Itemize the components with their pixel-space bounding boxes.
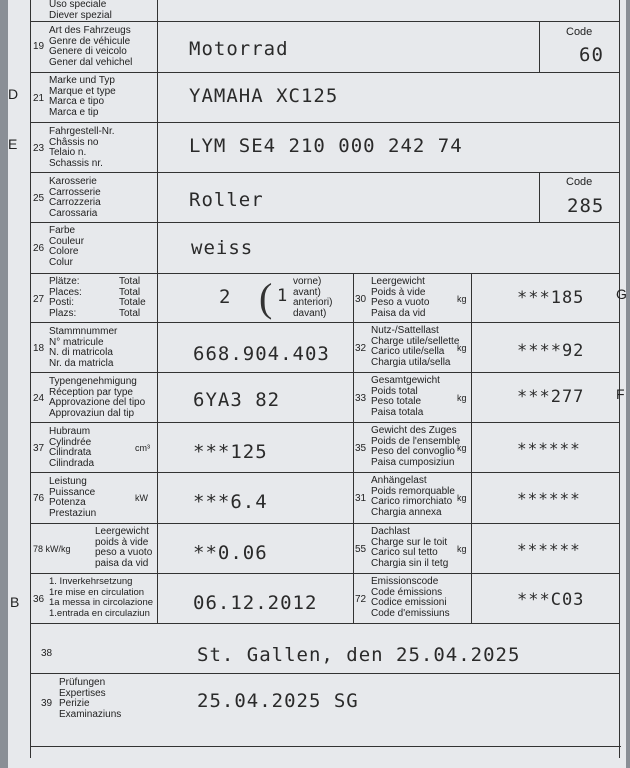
label-make-model (49, 76, 116, 118)
label-emissions-code (371, 577, 450, 619)
field-number: 33 (355, 393, 367, 404)
marker-g: G (616, 286, 627, 302)
label-line: Paisa cumposiziun (371, 456, 455, 468)
label-line: Châssis no (49, 136, 99, 148)
label-line: Gesamtgewicht (371, 375, 440, 386)
power-value: ***6.4 (193, 491, 268, 513)
payload-value: ****92 (517, 341, 585, 361)
label-line: Peso a vuoto (371, 297, 430, 308)
label-line: Telaio n. (49, 147, 87, 158)
label-line: Dachlast (371, 526, 410, 537)
label-line: Marke und Typ (49, 75, 115, 86)
field-number: 26 (33, 243, 45, 254)
label-line: N. di matricola (49, 347, 113, 358)
label-line: Poids total (371, 385, 418, 397)
seats-front-value: 1 (277, 286, 289, 306)
label-empty-weight (371, 277, 429, 319)
row-body (30, 173, 620, 223)
label-line: davant) (293, 307, 327, 319)
label-line: Couleur (49, 235, 85, 247)
bracket-left: ( (259, 275, 273, 320)
color-value: weiss (191, 237, 254, 259)
empty-weight-value: ***185 (517, 288, 585, 308)
label-line: Total (119, 276, 141, 287)
field-number: 21 (33, 93, 45, 104)
label-line: Diever spezial (49, 9, 112, 21)
label-seats-front (293, 277, 332, 319)
vehicle-data-form (30, 0, 622, 758)
type-approval-value: 6YA3 82 (193, 389, 281, 411)
label-line: Charge utile/sellette (371, 335, 460, 347)
label-line: Leistung (49, 476, 87, 487)
unit-kw: kW (135, 493, 148, 503)
trailer-load-value: ****** (517, 489, 581, 508)
label-line: Colore (49, 246, 79, 257)
label-line: Approvazione del tipo (49, 397, 146, 408)
label-line: Places: (49, 286, 82, 298)
label-line: Total (119, 286, 141, 298)
row-color (30, 223, 620, 274)
displacement-value: ***125 (193, 441, 268, 463)
field-number: 25 (33, 193, 45, 204)
row-seats-empty-weight (30, 274, 620, 323)
field-number: 18 (33, 343, 45, 354)
emissions-code-value: ***C03 (517, 590, 585, 610)
label-line: Plätze: (49, 276, 80, 287)
total-weight-value: ***277 (517, 387, 585, 407)
label-line: Cilindrada (49, 457, 95, 469)
label-line: paisa da vid (95, 557, 149, 569)
field-number: 36 (33, 594, 45, 605)
field-number: 55 (355, 544, 367, 555)
roof-load-value: ****** (517, 540, 581, 559)
label-line: 1a messa in circolazione (49, 597, 154, 608)
label-line: Chargia annexa (371, 506, 442, 518)
unit-kg: kg (457, 294, 467, 304)
label-line: Chargia sin il tetg (371, 557, 449, 569)
label-line: vorne) (293, 276, 322, 287)
train-weight-value: ****** (517, 439, 581, 458)
label-line: anteriori) (293, 297, 333, 308)
label-line: Totale (119, 297, 146, 308)
label-line: Marque et type (49, 85, 116, 97)
label-vehicle-type (49, 26, 132, 68)
label-line: Prestaziun (49, 507, 97, 519)
label-line: Nr. da matricla (49, 357, 114, 369)
unit-kg: kg (457, 493, 467, 503)
power-ratio-value: **0.06 (193, 542, 268, 564)
place-date-value: St. Gallen, den 25.04.2025 (197, 644, 521, 666)
vehicle-type-value: Motorrad (189, 38, 289, 60)
label-train-weight (371, 426, 460, 468)
label-line: Prüfungen (59, 677, 106, 688)
field-number: 23 (33, 143, 45, 154)
label-line: Poids de l'ensemble (371, 435, 461, 447)
label-inspections (59, 678, 121, 720)
first-registration-value: 06.12.2012 (193, 592, 318, 614)
label-matricule (49, 327, 117, 369)
label-line: Réception par type (49, 386, 133, 398)
label-line: Posti: (49, 297, 75, 308)
label-trailer-load (371, 476, 455, 518)
label-line: Nutz-/Sattellast (371, 325, 439, 336)
row-power-ratio-roof-load (30, 524, 620, 574)
label-line: Emissionscode (371, 576, 439, 587)
label-line: Carico utile/sella (371, 346, 445, 357)
label-line: poids à vide (95, 536, 149, 548)
field-number: 31 (355, 493, 367, 504)
label-line: Marca e tip (49, 106, 99, 118)
label-line: Peso totale (371, 396, 422, 407)
label-line: Karosserie (49, 176, 97, 187)
label-line: Typengenehmigung (49, 376, 137, 387)
label-line: 1. Inverkehrsetzung (49, 576, 133, 587)
bottom-rule (31, 746, 621, 747)
inspection-value: 25.04.2025 SG (197, 690, 359, 712)
marker-b: B (10, 594, 20, 610)
label-line: Chargia utila/sella (371, 356, 451, 368)
unit-kg: kg (457, 343, 467, 353)
label-line: Codice emissioni (371, 597, 447, 608)
code-label: Code (566, 26, 593, 38)
registration-document (8, 0, 626, 768)
row-power-trailer-load (30, 473, 620, 524)
make-model-value: YAMAHA XC125 (189, 85, 339, 107)
label-line: Colur (49, 256, 73, 268)
label-line: Schassis nr. (49, 157, 103, 169)
label-roof-load (371, 527, 448, 569)
marker-d: D (8, 86, 19, 102)
field-number: 37 (33, 443, 45, 454)
label-line: N° matricule (49, 336, 104, 348)
label-color (49, 226, 84, 268)
field-number: 78 kW/kg (33, 544, 71, 554)
row-special-use (30, 0, 620, 22)
unit-cm3: cm³ (135, 443, 150, 453)
row-make-model (30, 73, 620, 123)
row-chassis (30, 123, 620, 173)
label-line: Art des Fahrzeugs (49, 25, 131, 36)
field-number: 27 (33, 294, 45, 305)
label-total-weight (371, 376, 440, 418)
unit-kg: kg (457, 393, 467, 403)
vehicle-type-code: 60 (579, 44, 604, 66)
matricule-value: 668.904.403 (193, 343, 330, 365)
label-line: Carossaria (49, 207, 98, 219)
label-line: Poids à vide (371, 286, 426, 298)
label-line: Farbe (49, 225, 76, 236)
row-displacement-train-weight (30, 423, 620, 473)
label-line: Plazs: (49, 307, 77, 319)
label-line: avant) (293, 286, 321, 298)
label-power (49, 477, 96, 519)
label-line: Carico sul tetto (371, 547, 438, 558)
label-line: Examinaziuns (59, 708, 122, 720)
row-first-registration-emissions (30, 574, 620, 624)
label-first-registration (49, 577, 153, 619)
label-line: Approvaziun dal tip (49, 407, 135, 419)
label-line: Total (119, 307, 141, 319)
label-line: Stammnummer (49, 326, 118, 337)
label-special-use (49, 0, 112, 21)
label-line: Hubraum (49, 426, 91, 437)
field-number: 35 (355, 443, 367, 454)
label-line: Leergewicht (95, 526, 149, 537)
field-number: 39 (41, 698, 53, 709)
label-line: Cilindrata (49, 447, 92, 458)
unit-kg: kg (457, 443, 467, 453)
label-line: Fahrgestell-Nr. (49, 126, 115, 137)
label-type-approval (49, 377, 145, 419)
field-number: 30 (355, 294, 367, 305)
label-body (49, 177, 101, 219)
field-number: 19 (33, 41, 45, 52)
label-line: Gener dal vehichel (49, 56, 133, 68)
label-line: Genre de véhicule (49, 35, 131, 47)
label-line: Uso speciale (49, 0, 107, 10)
label-line: Paisa totala (371, 406, 424, 418)
label-line: Anhängelast (371, 475, 427, 486)
label-line: Code émissions (371, 586, 443, 598)
body-type-code: 285 (567, 195, 605, 217)
label-line: Potenza (49, 497, 86, 508)
label-line: Paisa da vid (371, 307, 426, 319)
seats-total-value: 2 (219, 286, 232, 308)
label-line: Marca e tipo (49, 96, 105, 107)
label-power-ratio (95, 527, 152, 569)
field-number: 24 (33, 393, 45, 404)
label-line: Leergewicht (371, 276, 425, 287)
label-seats-total (119, 277, 146, 319)
label-line: Perizie (59, 698, 90, 709)
marker-e: E (8, 136, 18, 152)
row-type-approval-total-weight (30, 373, 620, 423)
label-line: peso a vuoto (95, 547, 153, 558)
label-displacement (49, 427, 94, 469)
row-vehicle-type (30, 22, 620, 73)
field-number: 76 (33, 493, 45, 504)
label-line: Carico rimorchiato (371, 496, 453, 507)
label-line: Charge sur le toit (371, 536, 448, 548)
body-type-value: Roller (189, 189, 264, 211)
label-line: Gewicht des Zuges (371, 425, 457, 436)
field-number: 72 (355, 594, 367, 605)
unit-kg: kg (457, 544, 467, 554)
label-line: Peso del convoglio (371, 446, 455, 457)
label-line: Cylindrée (49, 436, 92, 448)
label-line: Carrosserie (49, 186, 101, 198)
label-line: Genere di veicolo (49, 46, 127, 57)
label-line: 1re mise en circulation (49, 586, 145, 598)
label-line: Code d'emissiuns (371, 607, 450, 619)
chassis-number-value: LYM SE4 210 000 242 74 (189, 135, 463, 157)
label-payload (371, 326, 459, 368)
label-line: Puissance (49, 486, 96, 498)
label-seats (49, 277, 82, 319)
label-line: Poids remorquable (371, 485, 455, 497)
label-line: Carrozzeria (49, 197, 101, 208)
code-label: Code (566, 176, 593, 188)
marker-f: F (616, 386, 625, 402)
field-number: 38 (41, 648, 53, 659)
label-line: Expertises (59, 687, 106, 699)
label-line: 1.entrada en circulaziun (49, 607, 150, 619)
field-number: 32 (355, 343, 367, 354)
row-place-date (30, 624, 620, 674)
row-matricule-payload (30, 323, 620, 373)
label-chassis (49, 127, 115, 169)
row-inspections (30, 674, 620, 758)
